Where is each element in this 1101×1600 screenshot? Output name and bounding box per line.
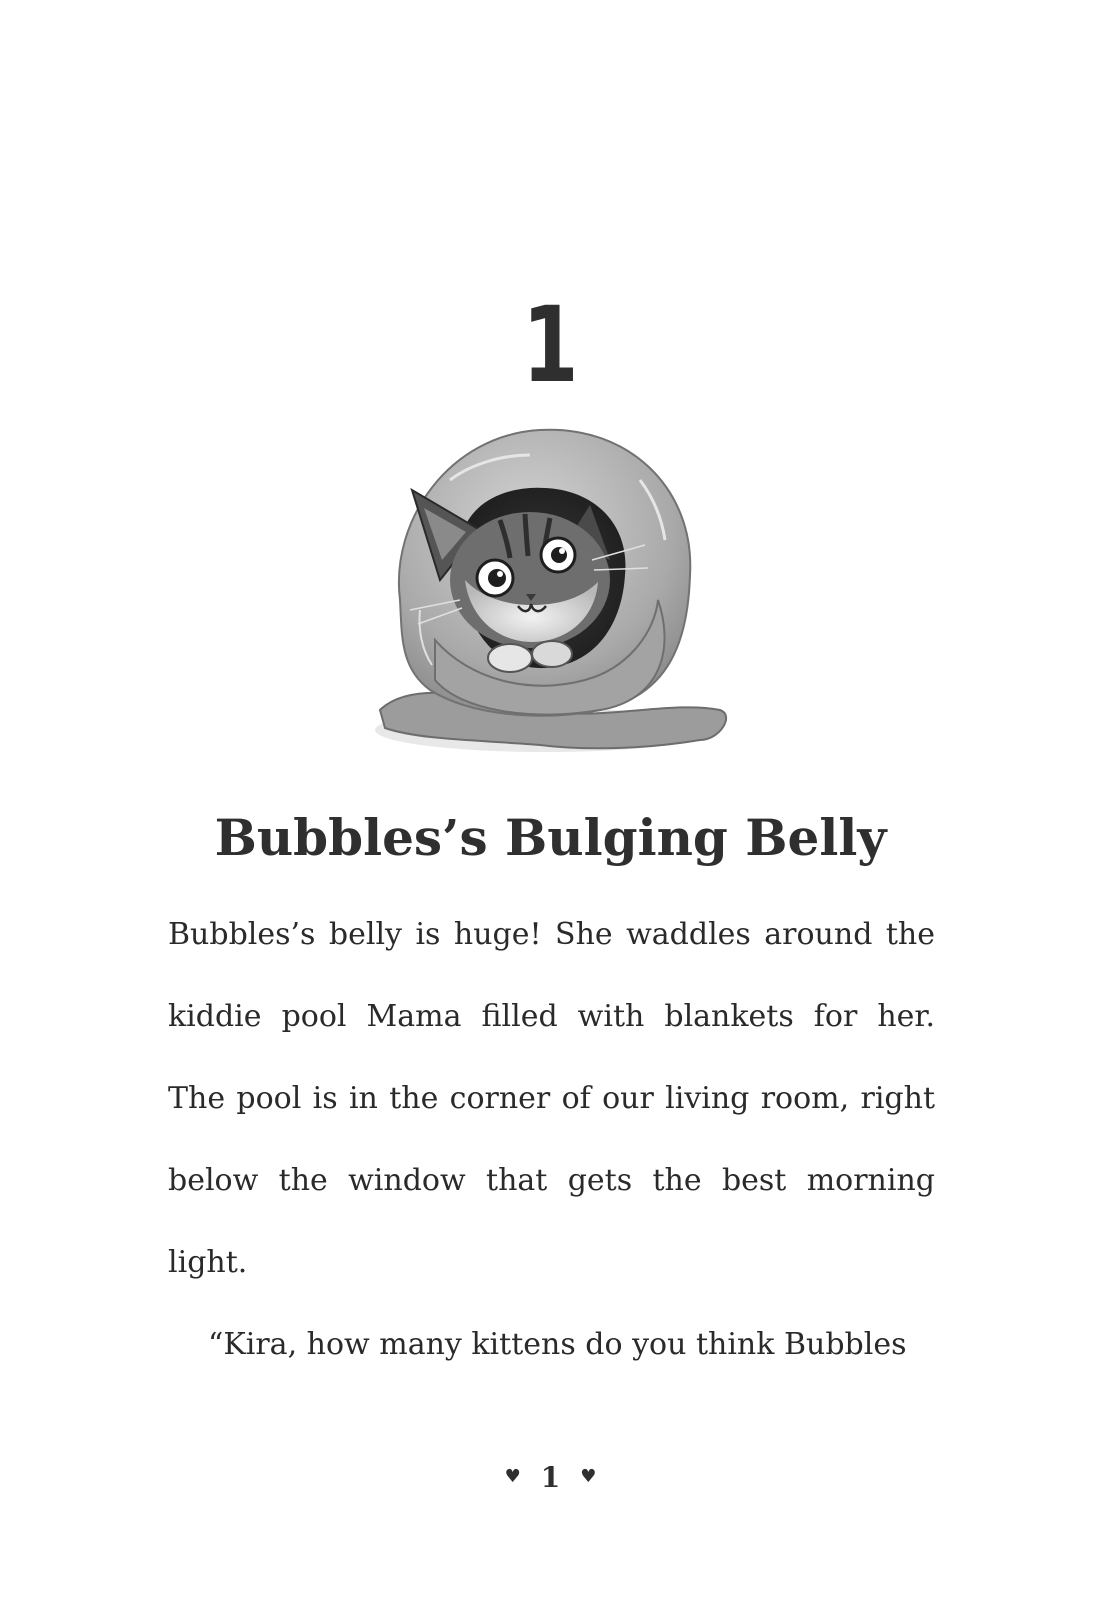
text-line: The pool is in the corner of our living room, right bbox=[168, 1081, 935, 1116]
page-number: 1 bbox=[540, 1461, 561, 1494]
chapter-number: 1 bbox=[522, 284, 579, 406]
text-line: Bubbles’s belly is huge! She waddles around the bbox=[168, 917, 935, 952]
chapter-title: Bubbles’s Bulging Belly bbox=[214, 808, 887, 867]
heart-icon: ♥ bbox=[580, 1465, 597, 1487]
heart-icon: ♥ bbox=[504, 1465, 521, 1487]
text-line: kiddie pool Mama filled with blankets for her. bbox=[168, 999, 935, 1034]
text-line: light. bbox=[168, 1245, 248, 1280]
page-footer bbox=[0, 1458, 1101, 1500]
text-line: below the window that gets the best morning bbox=[168, 1163, 935, 1198]
text-line: “Kira, how many kittens do you think Bubbles bbox=[208, 1327, 907, 1362]
kitten-in-blanket-illustration bbox=[340, 410, 760, 770]
